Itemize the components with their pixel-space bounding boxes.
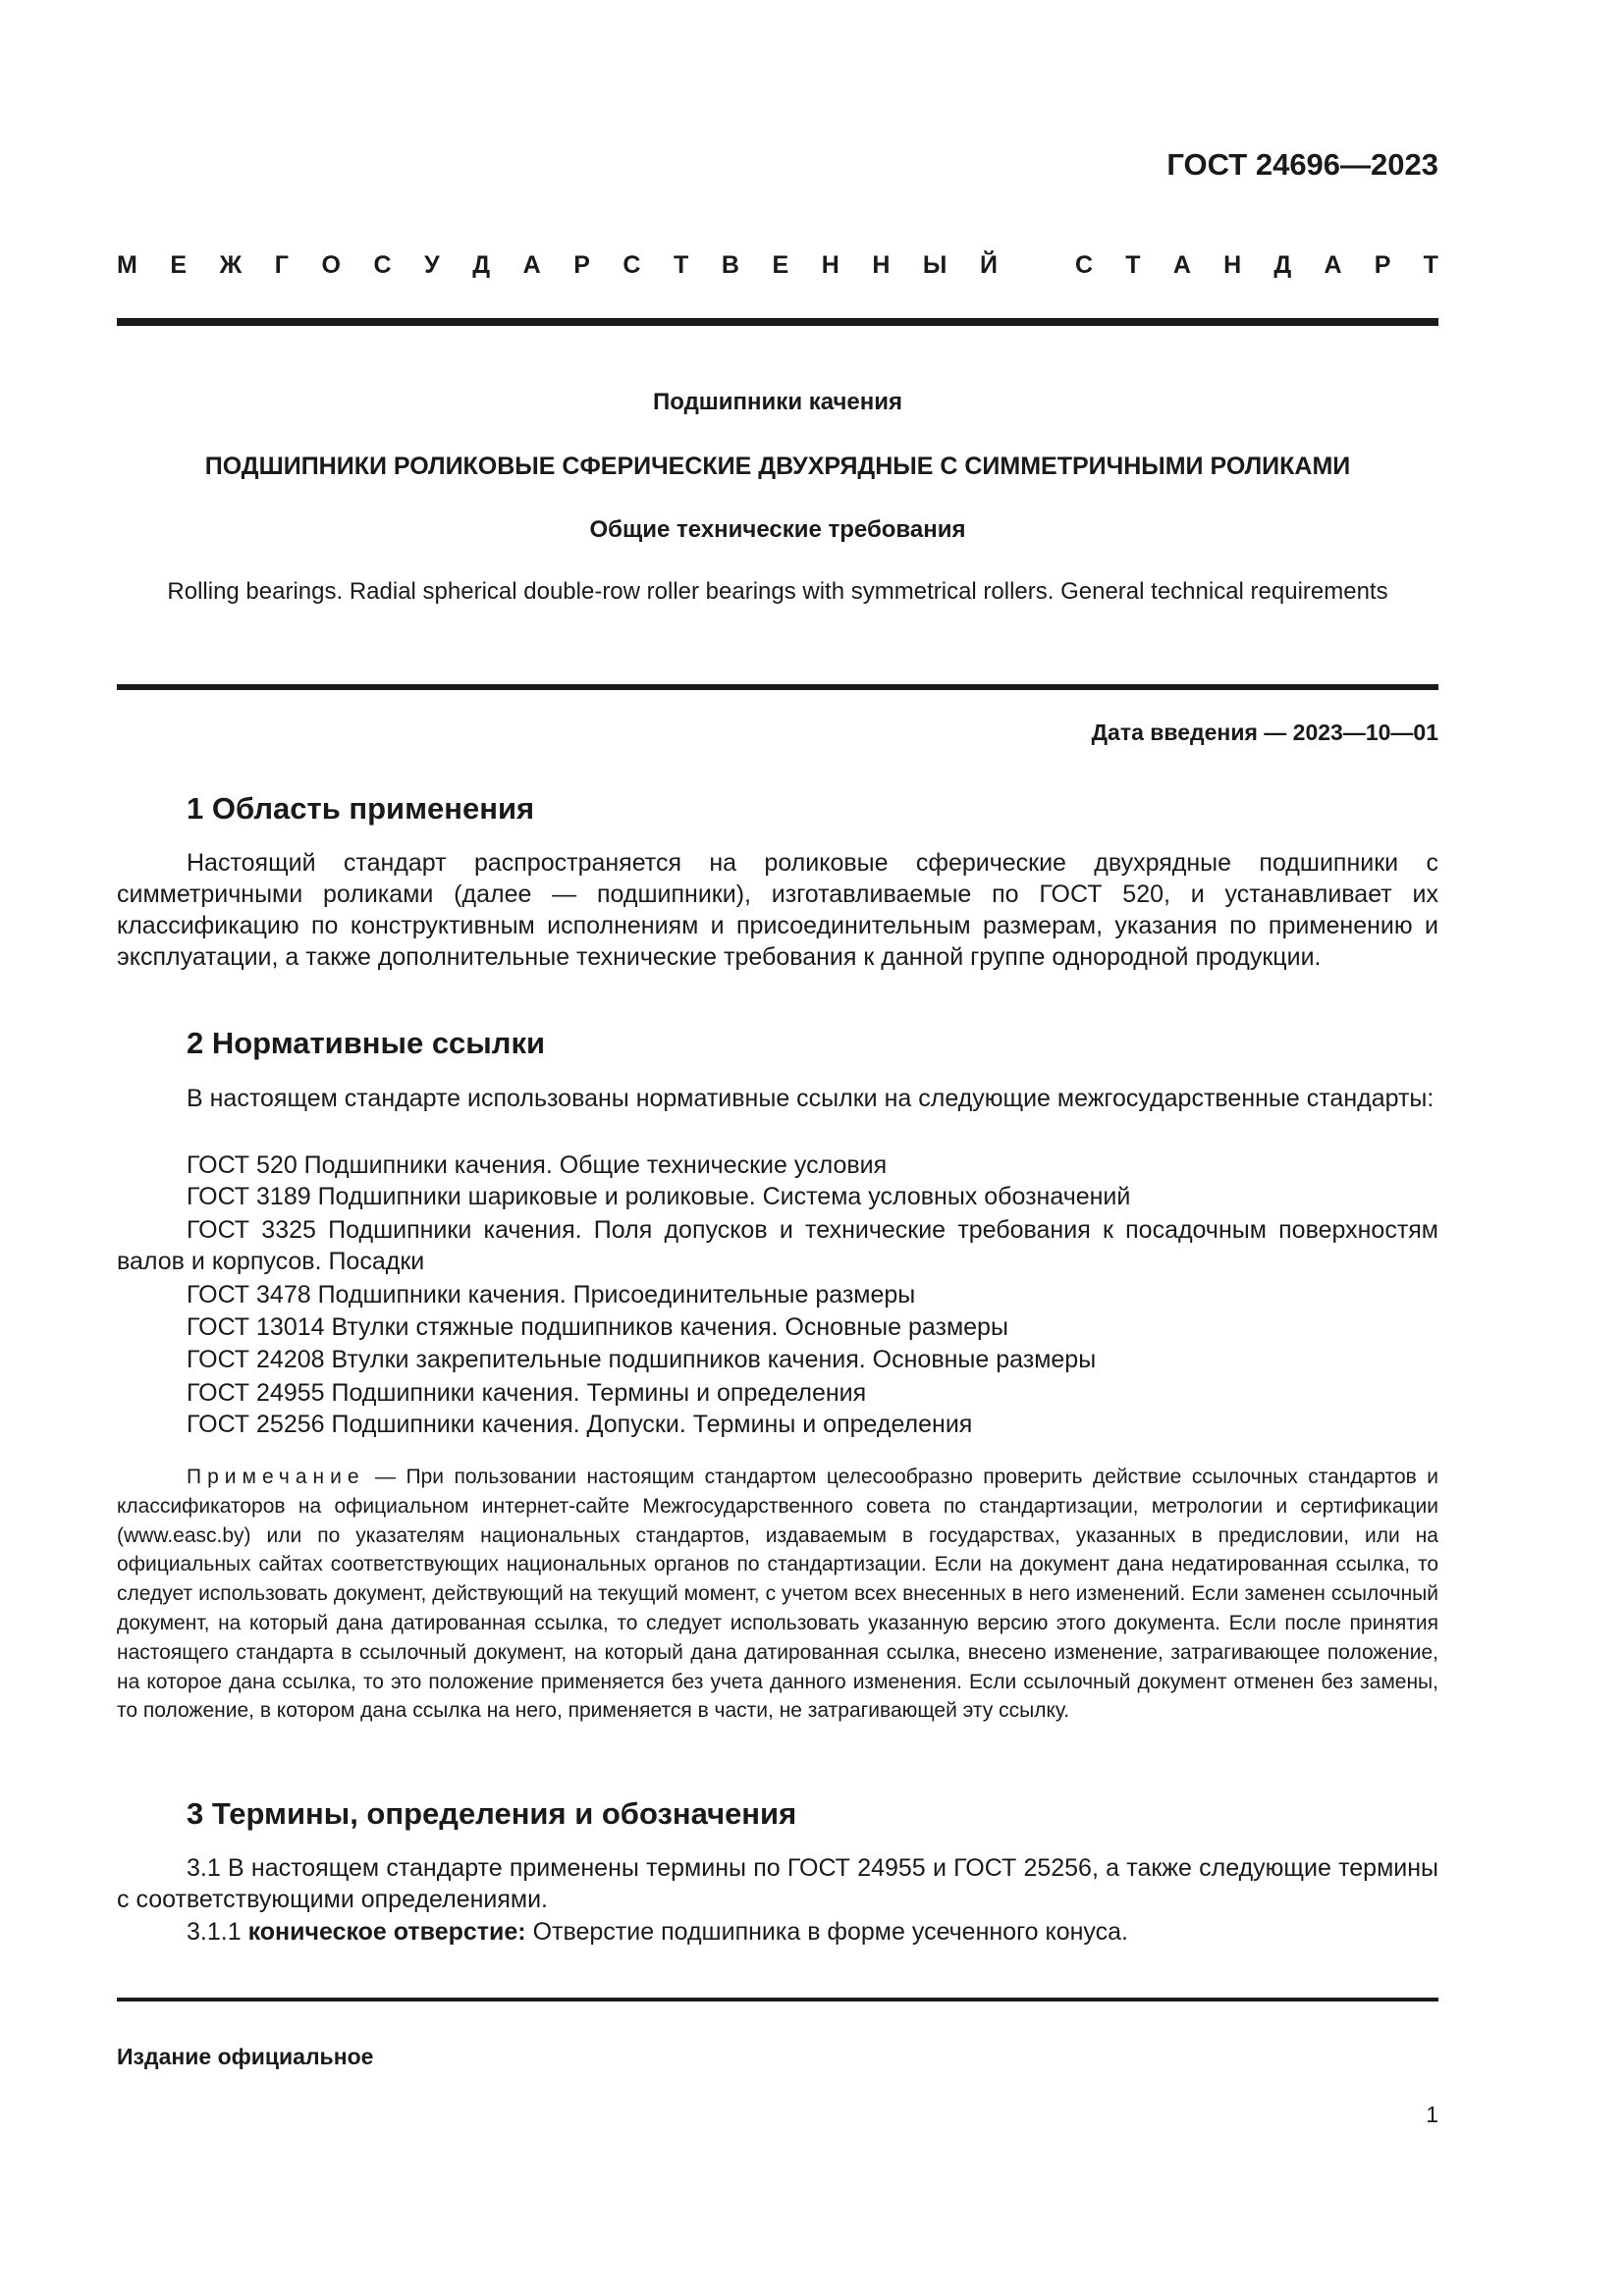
gost-number: ГОСТ 24696—2023 [1166,147,1438,182]
section-1-heading: 1 Область применения [187,791,535,826]
ref-item: ГОСТ 24208 Втулки закрепительные подшипников качения. Основные размеры [187,1346,1097,1373]
section-1-text: Настоящий стандарт распространяется на роликовые сферические двухрядные подшипники с симметричными роликами (далее — подшипники), изготавливаемые по ГОСТ 520, и устанавливает их классификацию по конструктивным исполнениям и присоединительным размерам, указания по применению и эксплуатации, а также дополнительные технические требования к данной группе однородной продукции. [117,849,1438,971]
standard-word: С Т А Н Д А Р Т [1075,251,1438,279]
clause-3-1-1: 3.1.1 коническое отверстие: Отверстие подшипника в форме усеченного конуса. [187,1918,1129,1946]
document-page [117,0,1438,2296]
clause-3-1: 3.1 В настоящем стандарте применены термины по ГОСТ 24955 и ГОСТ 25256, а также следующие термины с соответствующими определениями. [117,1854,1438,1913]
subtitle: Общие технические требования [589,516,966,543]
ref-item: ГОСТ 13014 Втулки стяжные подшипников качения. Основные размеры [187,1313,1008,1341]
ref-item: ГОСТ 3478 Подшипники качения. Присоединительные размеры [187,1281,916,1308]
date-of-introduction: Дата введения — 2023—10—01 [1091,720,1438,745]
section-2-intro: В настоящем стандарте использованы нормативные ссылки на следующие межгосударственные стандарты: [187,1085,1435,1112]
note-label: Примечание [187,1466,365,1488]
interstate-standard-banner [117,251,1438,280]
ref-item: ГОСТ 3325 Подшипники качения. Поля допусков и технические требования к посадочным поверхностям валов и корпусов. Посадки [117,1216,1438,1275]
note-text: — При пользовании настоящим стандартом целесообразно проверить действие ссылочных стандартов и классификаторов на официальном интернет-сайте Межгосударственного совета по стандартизации, метрологии и сертификации (www.easc.by) или по указателям национальных стандартов, издаваемым в государствах, указанных в предисловии, или на официальных сайтах соответствующих национальных органов по стандартизации. Если на документ дана недатированная ссылка, то следует использовать документ, действующий на текущий момент, с учетом всех внесенных в него изменений. Если заменен ссылочный документ, на который дана датированная ссылка, то следует использовать указанную версию этого документа. Если после принятия настоящего стандарта в ссылочный документ, на который дана датированная ссылка, внесено изменение, затрагивающее положение, на которое дана ссылка, то это положение применяется без учета данного изменения. Если ссылочный документ отменен без замены, то положение, в котором дана ссылка на него, применяется в части, не затрагивающей эту ссылку. [117,1466,1438,1723]
section-3-heading: 3 Термины, определения и обозначения [187,1796,797,1831]
ref-item: ГОСТ 520 Подшипники качения. Общие технические условия [187,1151,888,1179]
page-number: 1 [1426,2102,1438,2127]
header-divider [117,318,1438,326]
ref-item: ГОСТ 24955 Подшипники качения. Термины и определения [187,1379,867,1407]
title-divider [117,684,1438,690]
section-2-heading: 2 Нормативные ссылки [187,1026,546,1060]
edition-label: Издание официальное [117,2044,374,2069]
footer-divider [117,1998,1438,2002]
subject-title: Подшипники качения [652,389,903,415]
interstate-word: М Е Ж Г О С У Д А Р С Т В Е Н Н Ы Й [117,251,998,279]
english-title: Rolling bearings. Radial spherical double-row roller bearings with symmetrical rollers. General technical requirements [167,578,1388,605]
ref-item: ГОСТ 3189 Подшипники шариковые и роликовые. Система условных обозначений [187,1183,1131,1210]
term: коническое отверстие: [247,1918,526,1946]
ref-item: ГОСТ 25256 Подшипники качения. Допуски. Термины и определения [187,1411,973,1438]
main-title: ПОДШИПНИКИ РОЛИКОВЫЕ СФЕРИЧЕСКИЕ ДВУХРЯДНЫЕ С СИММЕТРИЧНЫМИ РОЛИКАМИ [204,453,1351,480]
normative-note [117,1463,1438,1726]
